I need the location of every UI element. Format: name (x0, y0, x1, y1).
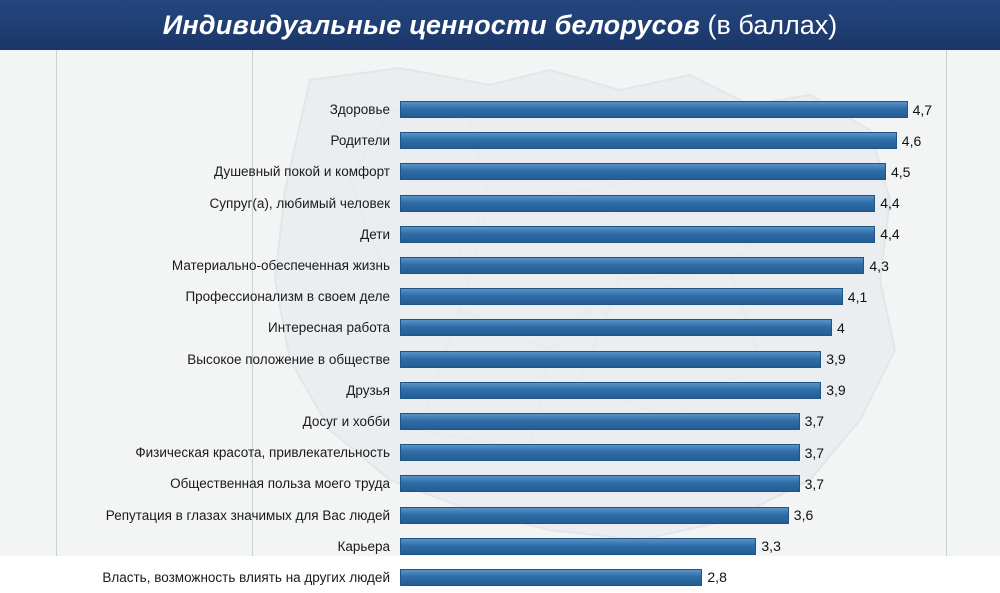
bar-track (400, 437, 1000, 468)
bar-row (0, 344, 1000, 375)
bar-value-label: 3,9 (826, 382, 846, 399)
bar-value-label: 2,8 (707, 569, 727, 586)
bar-value-label: 4,7 (912, 101, 933, 118)
bar-category-label: Друзья (346, 382, 390, 398)
bar-track (400, 406, 1000, 437)
bar-value-label: 4,4 (880, 195, 900, 212)
bar-value-label: 4 (837, 319, 845, 336)
bar-category-label: Физическая красота, привлекательность (135, 445, 390, 461)
bar-value-label: 3,6 (793, 507, 814, 524)
bar-value-label: 4,5 (891, 163, 911, 180)
bar-row (0, 250, 1000, 281)
bar-row (0, 437, 1000, 468)
bar-row (0, 468, 1000, 499)
bar (400, 351, 821, 368)
bar (400, 163, 886, 180)
bar-row (0, 156, 1000, 187)
bar-track (400, 250, 1000, 281)
bar-track (400, 219, 1000, 250)
bar-row (0, 281, 1000, 312)
bar (400, 101, 908, 118)
bar-track (400, 125, 1000, 156)
bar-category-label: Материально-обеспеченная жизнь (171, 258, 390, 274)
bar (400, 507, 789, 524)
bar (400, 132, 897, 149)
page-title-sub: (в баллах) (700, 10, 838, 40)
plot-area (0, 50, 1000, 586)
bar-track (400, 281, 1000, 312)
bar-category-label: Супруг(а), любимый человек (209, 195, 390, 211)
bar-category-label: Дети (360, 226, 390, 242)
bar-row (0, 499, 1000, 530)
bar-track (400, 562, 1000, 593)
bar-category-label: Родители (330, 133, 390, 149)
bar-value-label: 3,3 (761, 538, 781, 555)
page-title (163, 10, 837, 40)
page-title-main: Индивидуальные ценности белорусов (162, 10, 701, 40)
bar-track (400, 156, 1000, 187)
bar-value-label: 4,1 (847, 288, 868, 305)
bar-row (0, 94, 1000, 125)
bar-value-label: 3,7 (804, 413, 825, 430)
bar-row (0, 375, 1000, 406)
bar-category-label: Карьера (337, 538, 390, 554)
bar (400, 195, 875, 212)
bar-rows (0, 94, 1000, 593)
bar (400, 444, 800, 461)
bar (400, 257, 864, 274)
bar-row (0, 531, 1000, 562)
bar (400, 288, 843, 305)
bar-track (400, 188, 1000, 219)
bar-track (400, 312, 1000, 343)
bar-row (0, 188, 1000, 219)
bar-row (0, 406, 1000, 437)
bar (400, 538, 756, 555)
bar-track (400, 344, 1000, 375)
bar-value-label: 3,9 (826, 351, 846, 368)
bar-category-label: Интересная работа (268, 320, 390, 336)
bar-track (400, 375, 1000, 406)
bar (400, 475, 800, 492)
chart-title-bar (0, 0, 1000, 50)
bar-track (400, 94, 1000, 125)
bar-value-label: 4,4 (880, 226, 900, 243)
bar-track (400, 531, 1000, 562)
bar-row (0, 562, 1000, 593)
bar-track (400, 499, 1000, 530)
bar-category-label: Досуг и хобби (302, 413, 390, 429)
bar-row (0, 312, 1000, 343)
bar (400, 382, 821, 399)
bar-value-label: 4,3 (869, 257, 889, 274)
bar-category-label: Профессионализм в своем деле (185, 289, 390, 305)
bar-category-label: Душевный покой и комфорт (214, 164, 390, 180)
bar-value-label: 4,6 (901, 132, 922, 149)
bar-value-label: 3,7 (804, 444, 825, 461)
bar (400, 413, 800, 430)
bar-value-label: 3,7 (804, 475, 825, 492)
bar-category-label: Общественная польза моего труда (170, 476, 390, 492)
bar (400, 226, 875, 243)
bar-category-label: Здоровье (329, 102, 390, 118)
bar (400, 319, 832, 336)
bar-row (0, 125, 1000, 156)
bar-category-label: Высокое положение в обществе (187, 351, 390, 367)
bar-track (400, 468, 1000, 499)
bar-category-label: Власть, возможность влиять на других людей (102, 569, 390, 585)
bar-row (0, 219, 1000, 250)
bar-category-label: Репутация в глазах значимых для Вас людей (105, 507, 390, 523)
bar (400, 569, 702, 586)
